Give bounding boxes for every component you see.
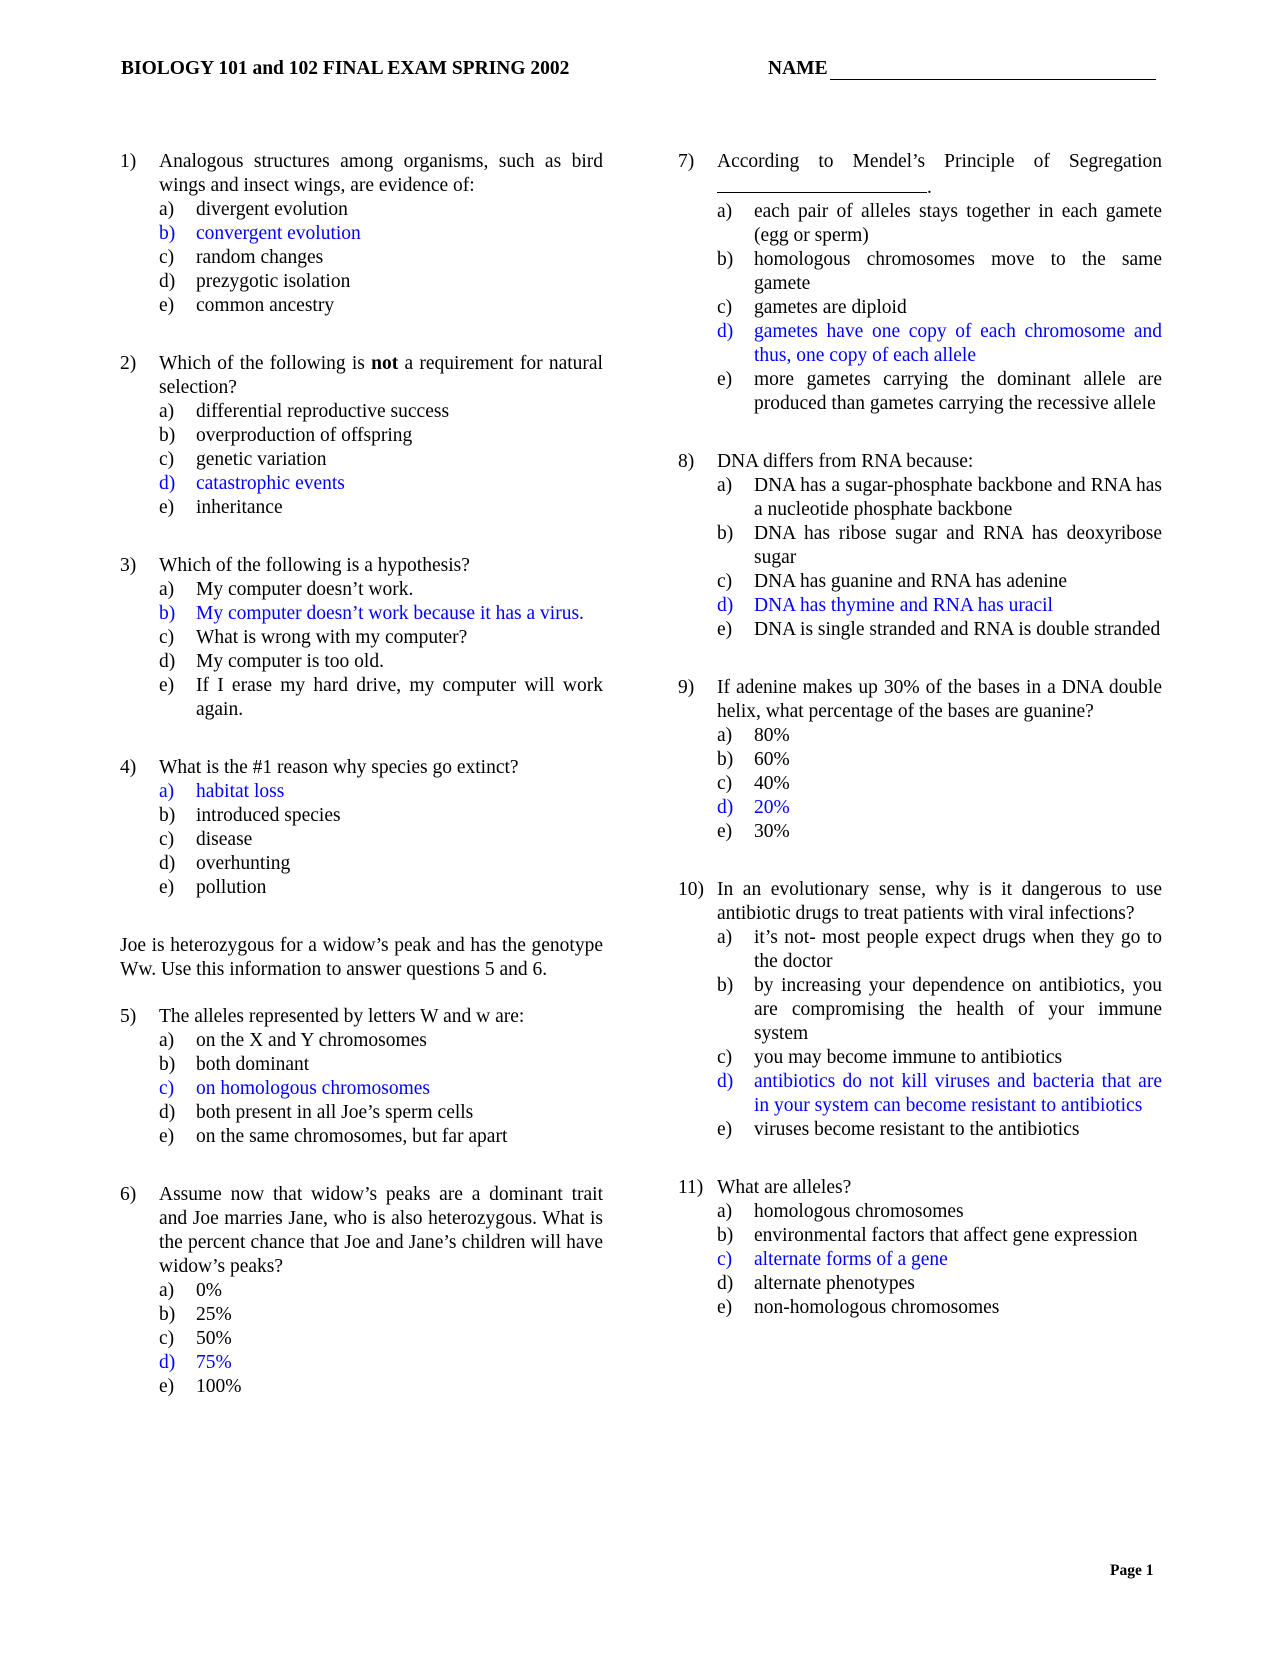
option-letter: d) bbox=[159, 853, 176, 874]
question-text bbox=[717, 150, 1162, 200]
option-text: non-homologous chromosomes bbox=[754, 1297, 1000, 1318]
answer-option bbox=[159, 1279, 603, 1303]
answer-option bbox=[717, 724, 1162, 748]
option-text: My computer doesn’t work. bbox=[196, 579, 414, 600]
option-text: gametes have one copy of each chromosome and thus, one copy of each allele bbox=[754, 321, 1162, 366]
answer-option bbox=[159, 1303, 603, 1327]
option-text: 50% bbox=[196, 1328, 232, 1349]
option-text: DNA has thymine and RNA has uracil bbox=[754, 595, 1053, 616]
question-text: What is the #1 reason why species go extinct? bbox=[159, 757, 519, 778]
option-text: environmental factors that affect gene expression bbox=[754, 1225, 1138, 1246]
option-letter: d) bbox=[159, 651, 176, 672]
option-text: pollution bbox=[196, 877, 267, 898]
answer-option bbox=[159, 852, 603, 876]
option-letter: c) bbox=[159, 449, 175, 470]
option-text: homologous chromosomes move to the same gamete bbox=[754, 249, 1162, 294]
option-text: DNA has a sugar-phosphate backbone and RNA has a nucleotide phosphate backbone bbox=[754, 475, 1162, 520]
option-letter: a) bbox=[717, 201, 733, 222]
option-text: alternate forms of a gene bbox=[754, 1249, 948, 1270]
answer-option bbox=[159, 876, 603, 900]
option-text: alternate phenotypes bbox=[754, 1273, 915, 1294]
answer-option-correct bbox=[717, 1070, 1162, 1118]
option-letter: a) bbox=[159, 1030, 175, 1051]
option-text: on homologous chromosomes bbox=[196, 1078, 430, 1099]
question bbox=[678, 150, 1162, 416]
question-text: DNA differs from RNA because: bbox=[717, 451, 974, 472]
option-letter: a) bbox=[159, 401, 175, 422]
option-letter: e) bbox=[159, 295, 175, 316]
option-letter: e) bbox=[159, 1126, 175, 1147]
name-blank-line bbox=[830, 59, 1156, 80]
question-text: If adenine makes up 30% of the bases in a DNA double helix, what percentage of the bases are guanine? bbox=[717, 677, 1162, 722]
answer-option-correct bbox=[159, 1351, 603, 1375]
left-column bbox=[120, 150, 603, 1399]
option-text: 0% bbox=[196, 1280, 222, 1301]
option-letter: e) bbox=[159, 497, 175, 518]
option-letter: b) bbox=[159, 1054, 176, 1075]
answer-option bbox=[717, 296, 1162, 320]
answer-option bbox=[159, 578, 603, 602]
option-letter: b) bbox=[717, 523, 734, 544]
question bbox=[120, 1183, 603, 1399]
answer-option bbox=[159, 198, 603, 222]
option-text: prezygotic isolation bbox=[196, 271, 351, 292]
option-text: What is wrong with my computer? bbox=[196, 627, 468, 648]
question-text: Assume now that widow’s peaks are a dominant trait and Joe marries Jane, who is also heterozygous. What is the percent chance that Joe and Jane’s children will have widow’s peaks? bbox=[159, 1184, 603, 1277]
option-text: habitat loss bbox=[196, 781, 285, 802]
option-letter: e) bbox=[717, 821, 733, 842]
option-letter: e) bbox=[717, 1297, 733, 1318]
option-text: 100% bbox=[196, 1376, 242, 1397]
name-label: NAME bbox=[768, 58, 828, 79]
answer-option-correct bbox=[717, 796, 1162, 820]
answer-option bbox=[717, 1296, 1162, 1320]
option-text: genetic variation bbox=[196, 449, 327, 470]
answer-option-correct bbox=[159, 602, 603, 626]
answer-option bbox=[717, 368, 1162, 416]
name-field bbox=[768, 58, 1156, 80]
option-text: both dominant bbox=[196, 1054, 310, 1075]
option-letter: e) bbox=[717, 369, 733, 390]
option-text: overproduction of offspring bbox=[196, 425, 413, 446]
answer-option bbox=[159, 1053, 603, 1077]
option-letter: c) bbox=[159, 1328, 175, 1349]
question bbox=[120, 1005, 603, 1149]
answer-option bbox=[717, 618, 1162, 642]
question-text-part: Which of the following is bbox=[159, 353, 372, 374]
answer-option bbox=[717, 1272, 1162, 1296]
option-text: overhunting bbox=[196, 853, 291, 874]
option-letter: b) bbox=[717, 1225, 734, 1246]
option-text: DNA has ribose sugar and RNA has deoxyribose sugar bbox=[754, 523, 1162, 568]
question bbox=[120, 554, 603, 722]
option-letter: a) bbox=[717, 927, 733, 948]
answer-option bbox=[159, 650, 603, 674]
answer-option bbox=[717, 926, 1162, 974]
option-letter: d) bbox=[717, 595, 734, 616]
question bbox=[678, 878, 1162, 1142]
question-number: 3) bbox=[120, 555, 137, 576]
question-text: Which of the following is a hypothesis? bbox=[159, 555, 470, 576]
question-number: 4) bbox=[120, 757, 137, 778]
option-letter: a) bbox=[717, 725, 733, 746]
answer-option-correct bbox=[159, 780, 603, 804]
answer-option-correct bbox=[159, 472, 603, 496]
answer-option-correct bbox=[717, 1248, 1162, 1272]
option-letter: b) bbox=[159, 1304, 176, 1325]
question-text-part: According to Mendel’s Principle of Segregation bbox=[717, 151, 1162, 172]
question bbox=[678, 450, 1162, 642]
option-letter: d) bbox=[717, 1273, 734, 1294]
option-letter: b) bbox=[717, 975, 734, 996]
answer-option bbox=[159, 1101, 603, 1125]
answer-option bbox=[717, 1046, 1162, 1070]
question-number: 9) bbox=[678, 677, 695, 698]
option-letter: d) bbox=[717, 321, 734, 342]
question-text: In an evolutionary sense, why is it dangerous to use antibiotic drugs to treat patients with viral infections? bbox=[717, 879, 1162, 924]
option-letter: a) bbox=[159, 781, 175, 802]
option-letter: d) bbox=[717, 1071, 734, 1092]
option-letter: d) bbox=[159, 271, 176, 292]
answer-option bbox=[159, 674, 603, 722]
option-letter: a) bbox=[159, 199, 175, 220]
option-letter: a) bbox=[717, 475, 733, 496]
answer-option bbox=[159, 1375, 603, 1399]
answer-option bbox=[159, 448, 603, 472]
answer-option bbox=[717, 1200, 1162, 1224]
option-letter: c) bbox=[717, 297, 733, 318]
option-letter: e) bbox=[717, 619, 733, 640]
option-letter: a) bbox=[159, 579, 175, 600]
answer-option bbox=[159, 1327, 603, 1351]
option-text: random changes bbox=[196, 247, 324, 268]
answer-option-correct bbox=[717, 320, 1162, 368]
answer-option bbox=[159, 1125, 603, 1149]
answer-blank bbox=[717, 174, 927, 193]
option-text: each pair of alleles stays together in each gamete (egg or sperm) bbox=[754, 201, 1162, 246]
answer-option bbox=[159, 270, 603, 294]
question bbox=[120, 352, 603, 520]
answer-option bbox=[717, 522, 1162, 570]
answer-option bbox=[159, 804, 603, 828]
question-text-part: . bbox=[927, 177, 932, 198]
option-text: more gametes carrying the dominant allele are produced than gametes carrying the recessive allele bbox=[754, 369, 1162, 414]
option-letter: c) bbox=[717, 773, 733, 794]
answer-option bbox=[159, 246, 603, 270]
option-text: 25% bbox=[196, 1304, 232, 1325]
answer-option bbox=[717, 474, 1162, 522]
option-letter: b) bbox=[159, 805, 176, 826]
option-letter: c) bbox=[159, 829, 175, 850]
option-text: you may become immune to antibiotics bbox=[754, 1047, 1063, 1068]
question bbox=[120, 756, 603, 900]
option-letter: c) bbox=[717, 1047, 733, 1068]
answer-option bbox=[159, 496, 603, 520]
option-letter: b) bbox=[159, 425, 176, 446]
answer-option bbox=[717, 1118, 1162, 1142]
instruction-paragraph: Joe is heterozygous for a widow’s peak and has the genotype Ww. Use this information to answer questions 5 and 6. bbox=[120, 935, 603, 980]
answer-option-correct bbox=[159, 1077, 603, 1101]
option-text: by increasing your dependence on antibiotics, you are compromising the health of your immune system bbox=[754, 975, 1162, 1044]
option-letter: e) bbox=[159, 877, 175, 898]
question-number: 5) bbox=[120, 1006, 137, 1027]
question-text: Analogous structures among organisms, such as bird wings and insect wings, are evidence of: bbox=[159, 151, 603, 196]
answer-option bbox=[159, 424, 603, 448]
question-number: 10) bbox=[678, 879, 704, 900]
question-number: 11) bbox=[678, 1177, 704, 1198]
option-letter: a) bbox=[159, 1280, 175, 1301]
option-text: convergent evolution bbox=[196, 223, 361, 244]
question-text: What are alleles? bbox=[717, 1177, 852, 1198]
option-text: My computer is too old. bbox=[196, 651, 384, 672]
option-text: introduced species bbox=[196, 805, 341, 826]
question-text bbox=[159, 352, 603, 400]
answer-option bbox=[717, 1224, 1162, 1248]
option-text: on the same chromosomes, but far apart bbox=[196, 1126, 508, 1147]
option-text: catastrophic events bbox=[196, 473, 345, 494]
option-text: both present in all Joe’s sperm cells bbox=[196, 1102, 474, 1123]
answer-option bbox=[159, 828, 603, 852]
option-letter: d) bbox=[717, 797, 734, 818]
answer-option bbox=[717, 570, 1162, 594]
option-text: divergent evolution bbox=[196, 199, 348, 220]
option-letter: c) bbox=[717, 571, 733, 592]
option-text: it’s not- most people expect drugs when they go to the doctor bbox=[754, 927, 1162, 972]
option-text: DNA is single stranded and RNA is double stranded bbox=[754, 619, 1161, 640]
answer-option-correct bbox=[159, 222, 603, 246]
option-letter: b) bbox=[717, 749, 734, 770]
answer-option bbox=[717, 748, 1162, 772]
option-text: If I erase my hard drive, my computer will work again. bbox=[196, 675, 603, 720]
question-number: 7) bbox=[678, 151, 695, 172]
answer-option bbox=[159, 400, 603, 424]
option-letter: d) bbox=[159, 1102, 176, 1123]
option-text: 75% bbox=[196, 1352, 232, 1373]
option-text: differential reproductive success bbox=[196, 401, 450, 422]
option-letter: d) bbox=[159, 1352, 176, 1373]
option-text: common ancestry bbox=[196, 295, 335, 316]
option-text: antibiotics do not kill viruses and bacteria that are in your system can become resistant to antibiotics bbox=[754, 1071, 1162, 1116]
question-number: 2) bbox=[120, 353, 137, 374]
option-letter: d) bbox=[159, 473, 176, 494]
option-letter: e) bbox=[159, 675, 175, 696]
answer-option bbox=[159, 1029, 603, 1053]
option-letter: c) bbox=[159, 1078, 175, 1099]
option-text: on the X and Y chromosomes bbox=[196, 1030, 427, 1051]
answer-option bbox=[717, 974, 1162, 1046]
question bbox=[120, 150, 603, 318]
question-number: 1) bbox=[120, 151, 137, 172]
option-letter: c) bbox=[159, 247, 175, 268]
option-text: My computer doesn’t work because it has a virus. bbox=[196, 603, 584, 624]
option-letter: e) bbox=[717, 1119, 733, 1140]
answer-option bbox=[717, 820, 1162, 844]
question-number: 8) bbox=[678, 451, 695, 472]
option-letter: b) bbox=[159, 223, 176, 244]
option-text: DNA has guanine and RNA has adenine bbox=[754, 571, 1068, 592]
question-text-emphasis: not bbox=[371, 353, 399, 374]
option-letter: c) bbox=[159, 627, 175, 648]
answer-option bbox=[717, 248, 1162, 296]
page-number: Page 1 bbox=[1110, 1562, 1154, 1579]
option-letter: b) bbox=[717, 249, 734, 270]
question-text: The alleles represented by letters W and w are: bbox=[159, 1006, 525, 1027]
option-letter: a) bbox=[717, 1201, 733, 1222]
answer-option bbox=[717, 200, 1162, 248]
option-text: 80% bbox=[754, 725, 790, 746]
option-text: gametes are diploid bbox=[754, 297, 907, 318]
option-text: 60% bbox=[754, 749, 790, 770]
option-letter: e) bbox=[159, 1376, 175, 1397]
option-text: disease bbox=[196, 829, 253, 850]
option-text: 20% bbox=[754, 797, 790, 818]
question bbox=[678, 1176, 1162, 1320]
option-letter: c) bbox=[717, 1249, 733, 1270]
option-text: inheritance bbox=[196, 497, 283, 518]
option-text: 40% bbox=[754, 773, 790, 794]
option-text: homologous chromosomes bbox=[754, 1201, 964, 1222]
answer-option bbox=[717, 772, 1162, 796]
question-text-part: a requirement for natural selection? bbox=[159, 353, 603, 398]
answer-option bbox=[159, 294, 603, 318]
option-text: viruses become resistant to the antibiotics bbox=[754, 1119, 1080, 1140]
answer-option bbox=[159, 626, 603, 650]
option-letter: b) bbox=[159, 603, 176, 624]
question-number: 6) bbox=[120, 1184, 137, 1205]
answer-option-correct bbox=[717, 594, 1162, 618]
right-column bbox=[678, 150, 1162, 1320]
option-text: 30% bbox=[754, 821, 790, 842]
question bbox=[678, 676, 1162, 844]
exam-title: BIOLOGY 101 and 102 FINAL EXAM SPRING 2002 bbox=[121, 58, 570, 79]
